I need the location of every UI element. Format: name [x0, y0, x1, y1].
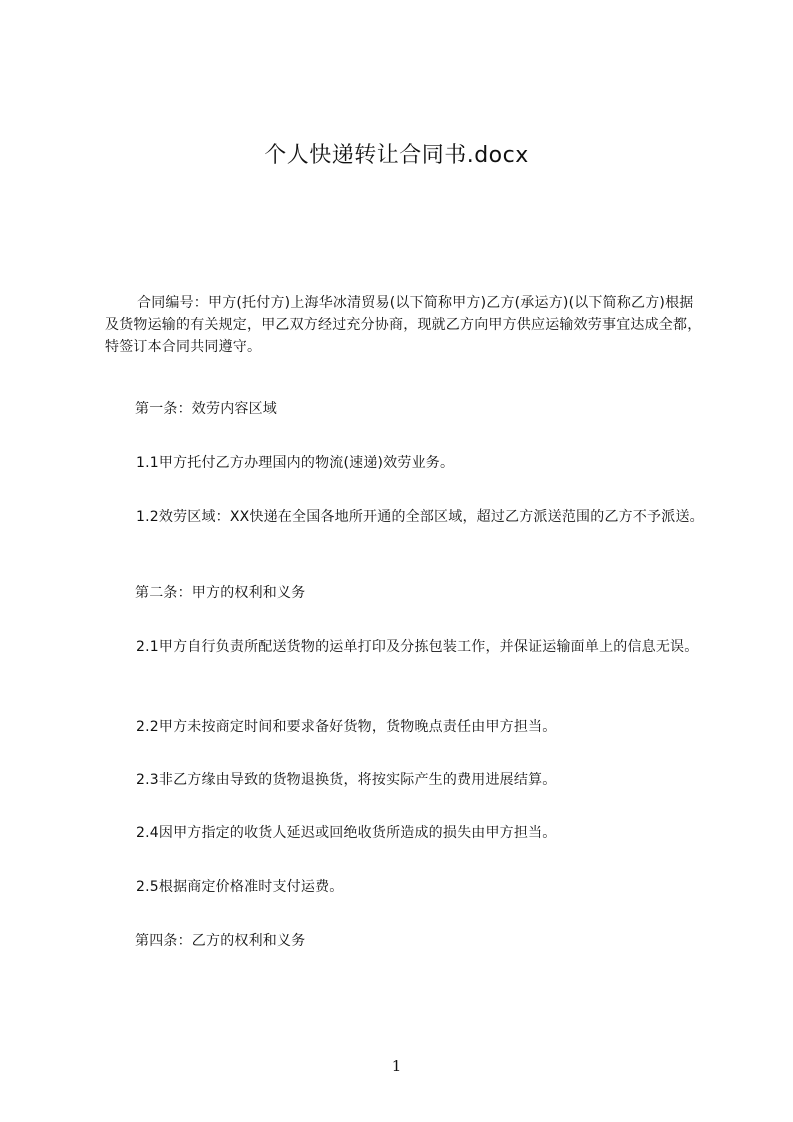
- intro-paragraph: 合同编号：甲方(托付方)上海华冰清贸易(以下简称甲方)乙方(承运方)(以下简称乙方)根据及货物运输的有关规定，甲乙双方经过充分协商，现就乙方向甲方供应运输效劳事宜达成全都，特签订本合同共同遵守。: [105, 295, 702, 355]
- clause-2-5: 2.5根据商定价格准时支付运费。: [136, 879, 344, 895]
- section-heading-4: 第四条：乙方的权利和义务: [135, 933, 306, 949]
- clause-1-2: 1.2效劳区域：XX快递在全国各地所开通的全部区域，超过乙方派送范围的乙方不予派送。: [136, 509, 704, 525]
- document-title: 个人快递转让合同书.docx: [264, 143, 529, 168]
- section-heading-2: 第二条：甲方的权利和义务: [135, 585, 306, 601]
- clause-2-4: 2.4因甲方指定的收货人延迟或回绝收货所造成的损失由甲方担当。: [136, 825, 557, 841]
- section-heading-1: 第一条：效劳内容区域: [135, 401, 277, 417]
- clause-2-1: 2.1甲方自行负责所配送货物的运单打印及分拣包装工作，并保证运输面单上的信息无误。: [136, 639, 699, 655]
- clause-1-1: 1.1甲方托付乙方办理国内的物流(速递)效劳业务。: [136, 455, 455, 471]
- page-number: 1: [391, 1057, 402, 1075]
- clause-2-2: 2.2甲方未按商定时间和要求备好货物，货物晚点责任由甲方担当。: [136, 719, 557, 735]
- clause-2-3: 2.3非乙方缘由导致的货物退换货，将按实际产生的费用进展结算。: [136, 772, 557, 788]
